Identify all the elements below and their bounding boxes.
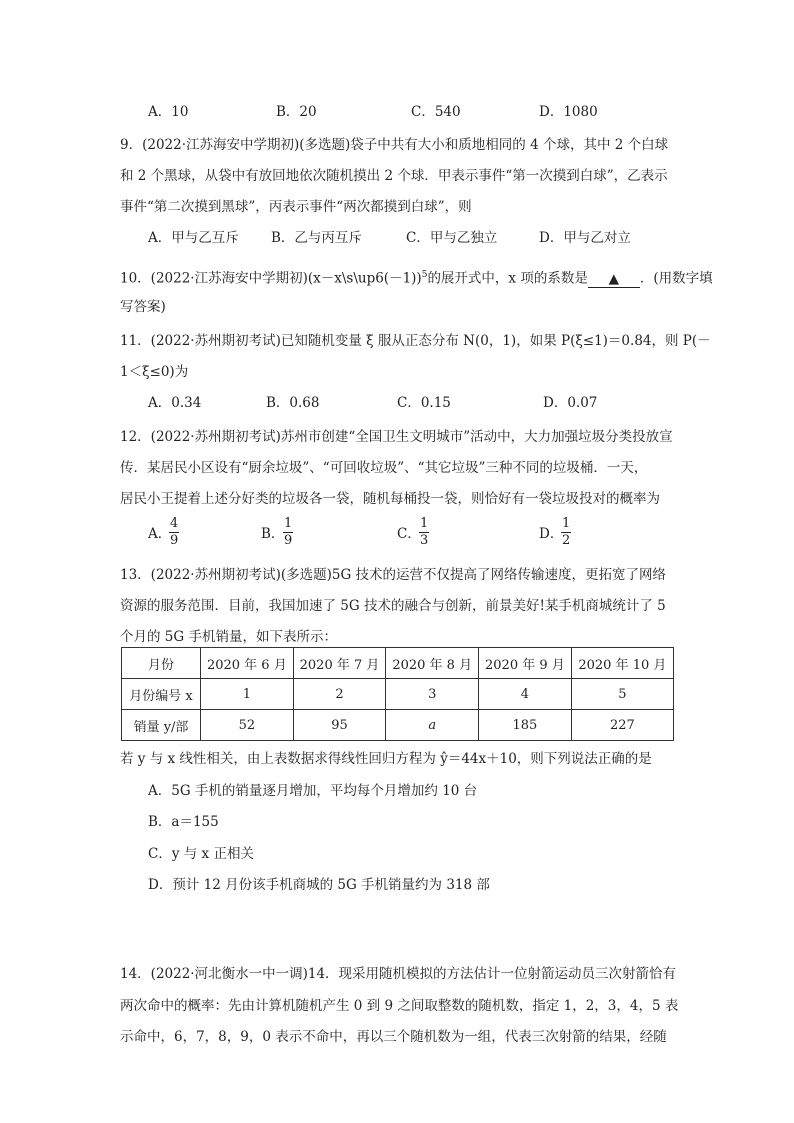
table-cell: 5	[571, 679, 673, 710]
q12-option-b-denominator: 9	[284, 533, 293, 548]
q12-option-d-label: D．	[539, 526, 564, 542]
q10-exponent: 5	[421, 270, 428, 280]
q11-option-d: D．0.07	[543, 395, 598, 411]
table-cell: 2020 年 7 月	[293, 648, 386, 679]
q9-line-3: 事件“第二次摸到黑球”，丙表示事件“两次都摸到白球”，则	[120, 199, 472, 215]
q10-answer-blank: ▲	[588, 271, 640, 288]
table-cell: 月份	[122, 648, 201, 679]
table-row	[122, 710, 674, 741]
q11-line-2: 1＜ξ≤0)为	[120, 364, 189, 380]
q13-line-3: 个月的 5G 手机销量，如下表所示：	[120, 629, 337, 645]
q10-suffix: ．(用数字填	[639, 270, 713, 287]
q14-line-2: 两次命中的概率：先由计算机随机产生 0 到 9 之间取整数的随机数，指定 1，2，3，4，5 表	[120, 998, 679, 1014]
q10-prefix: 10．(2022·江苏海安中学期初)(x－x\s\up6(－1))	[120, 270, 422, 287]
q11-line-1: 11．(2022·苏州期初考试)已知随机变量 ξ 服从正态分布 N(0，1)，如果 P(ξ≤1)＝0.84，则 P(－	[120, 333, 711, 349]
q13-line-2: 资源的服务范围．目前，我国加速了 5G 技术的融合与创新，前景美好!某手机商城统计了 5	[120, 598, 666, 614]
q13-option-a: A．5G 手机的销量逐月增加，平均每个月增加约 10 台	[148, 783, 478, 799]
q12-option-b-label: B．	[261, 526, 285, 542]
q13-option-b: B．a＝155	[148, 814, 219, 830]
table-cell: 52	[201, 710, 294, 741]
q11-option-a: A．0.34	[148, 395, 202, 411]
q14-line-1: 14．(2022·河北衡水一中一调)14．现采用随机模拟的方法估计一位射箭运动员三次射箭恰有	[120, 966, 677, 982]
q12-option-d-fraction	[561, 516, 571, 549]
table-cell: 月份编号 x	[122, 679, 201, 710]
table-cell: 4	[479, 679, 572, 710]
q12-line-1: 12．(2022·苏州期初考试)苏州市创建“全国卫生文明城市”活动中，大力加强垃圾分类投放宣	[120, 429, 673, 445]
table-row	[122, 648, 674, 679]
table-cell: a	[386, 710, 479, 741]
q9-option-d: D．甲与乙对立	[539, 230, 631, 246]
q12-option-c-fraction	[419, 516, 429, 549]
q12-option-b-fraction	[283, 516, 293, 549]
q11-option-b: B．0.68	[266, 395, 320, 411]
q11-option-c: C．0.15	[397, 395, 451, 411]
q8-option-d: D．1080	[539, 104, 598, 120]
q8-option-c: C．540	[411, 104, 461, 120]
q10-line-2: 写答案)	[120, 299, 166, 315]
q12-option-b-numerator: 1	[284, 516, 293, 531]
q12-line-3: 居民小王提着上述分好类的垃圾各一袋，随机每桶投一袋，则恰好有一袋垃圾投对的概率为	[120, 491, 660, 507]
q10-line-1	[120, 265, 713, 289]
q13-option-c: C．y 与 x 正相关	[148, 846, 254, 862]
q12-option-a-denominator: 9	[170, 533, 179, 548]
q12-option-a-label: A．	[148, 526, 172, 542]
table-cell: 2020 年 8 月	[386, 648, 479, 679]
table-cell: 2	[293, 679, 386, 710]
table-cell: 1	[201, 679, 294, 710]
q12-option-a-fraction	[169, 516, 179, 549]
table-cell: 3	[386, 679, 479, 710]
q12-option-a-numerator: 4	[170, 516, 179, 531]
table-cell: 2020 年 6 月	[201, 648, 294, 679]
table-row	[122, 679, 674, 710]
q13-line-1: 13．(2022·苏州期初考试)(多选题)5G 技术的运营不仅提高了网络传输速度，更拓宽了网络	[120, 567, 667, 583]
q12-option-d-numerator: 1	[562, 516, 571, 531]
q10-middle: 的展开式中，x 项的系数是	[427, 270, 588, 287]
table-cell: 95	[293, 710, 386, 741]
table-cell: 227	[571, 710, 673, 741]
table-cell: 185	[479, 710, 572, 741]
q9-line-1: 9．(2022·江苏海安中学期初)(多选题)袋子中共有大小和质地相同的 4 个球，其中 2 个白球	[120, 137, 669, 153]
table-cell: 销量 y/部	[122, 710, 201, 741]
q14-line-3: 示命中，6，7，8，9，0 表示不命中，再以三个随机数为一组，代表三次射箭的结果，经随	[120, 1029, 667, 1045]
q12-option-c-label: C．	[397, 526, 421, 542]
q9-option-b: B．乙与丙互斥	[271, 230, 362, 246]
q8-option-b: B．20	[276, 104, 317, 120]
q13-regression-line: 若 y 与 x 线性相关，由上表数据求得线性回归方程为 ŷ＝44x＋10，则下列说法正确的是	[120, 751, 652, 767]
q13-option-d: D．预计 12 月份该手机商城的 5G 手机销量约为 318 部	[148, 877, 490, 893]
q9-option-a: A．甲与乙互斥	[148, 230, 239, 246]
q12-option-c-numerator: 1	[420, 516, 429, 531]
table-cell: 2020 年 9 月	[479, 648, 572, 679]
q9-option-c: C．甲与乙独立	[406, 230, 498, 246]
q12-option-d-denominator: 2	[562, 533, 571, 548]
q9-line-2: 和 2 个黑球，从袋中有放回地依次随机摸出 2 个球．甲表示事件“第一次摸到白球”，乙表示	[120, 168, 668, 184]
q12-option-c-denominator: 3	[420, 533, 429, 548]
sales-table	[121, 647, 674, 741]
table-cell: 2020 年 10 月	[571, 648, 673, 679]
q12-line-2: 传．某居民小区设有“厨余垃圾”、“可回收垃圾”、“其它垃圾”三种不同的垃圾桶．一天，	[120, 460, 648, 476]
q8-option-a: A．10	[148, 104, 189, 120]
